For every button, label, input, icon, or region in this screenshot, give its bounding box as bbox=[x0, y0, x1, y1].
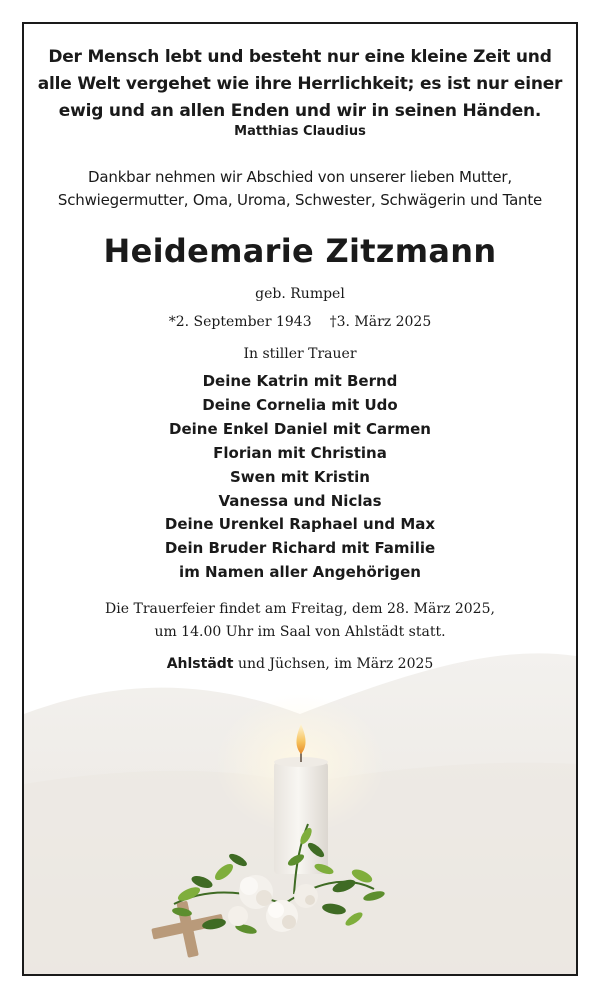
mourner-line: Deine Enkel Daniel mit Carmen bbox=[169, 419, 431, 438]
quote-text bbox=[34, 44, 566, 125]
intro-line: Dankbar nehmen wir Abschied von unserer lieben Mutter, bbox=[88, 168, 512, 186]
place-rest: und Jüchsen, im März 2025 bbox=[237, 656, 434, 672]
life-dates bbox=[24, 314, 576, 330]
quote-author: Matthias Claudius bbox=[234, 124, 366, 139]
obituary-frame bbox=[22, 22, 578, 976]
intro-text bbox=[34, 166, 566, 212]
quote-line: ewig und an allen Enden und wir in seinen Händen. bbox=[58, 101, 542, 121]
mourner-line: Florian mit Christina bbox=[213, 443, 387, 462]
mourner-line: Vanessa und Niclas bbox=[218, 491, 382, 510]
ceremony-info bbox=[24, 598, 576, 644]
mourning-heading: In stiller Trauer bbox=[243, 346, 357, 362]
ceremony-line: um 14.00 Uhr im Saal von Ahlstädt statt. bbox=[154, 624, 446, 640]
born-symbol: * bbox=[168, 314, 176, 330]
quote-line: alle Welt vergehet wie ihre Herrlichkeit; es ist nur einer bbox=[37, 74, 563, 94]
died-date: 3. März 2025 bbox=[336, 314, 432, 330]
place-primary: Ahlstädt bbox=[166, 656, 234, 672]
mourner-line: im Namen aller Angehörigen bbox=[179, 563, 421, 582]
born-date: 2. September 1943 bbox=[175, 314, 312, 330]
mourner-line: Dein Bruder Richard mit Familie bbox=[164, 539, 436, 558]
mourner-line: Deine Katrin mit Bernd bbox=[202, 372, 398, 390]
deceased-name: Heidemarie Zitzmann bbox=[103, 232, 497, 270]
mourner-line: Deine Cornelia mit Udo bbox=[202, 395, 398, 414]
ceremony-line: Die Trauerfeier findet am Freitag, dem 28. März 2025, bbox=[105, 601, 495, 617]
intro-line: Schwiegermutter, Oma, Uroma, Schwester, Schwägerin und Tante bbox=[57, 191, 543, 209]
quote-line: Der Mensch lebt und besteht nur eine kleine Zeit und bbox=[48, 47, 552, 67]
died-symbol-icon: † bbox=[329, 314, 337, 330]
place-and-date bbox=[24, 656, 576, 672]
mourner-line: Deine Urenkel Raphael und Max bbox=[164, 515, 436, 534]
mourner-line: Swen mit Kristin bbox=[230, 467, 370, 486]
birth-name: geb. Rumpel bbox=[255, 286, 345, 302]
mourners-list bbox=[24, 370, 576, 585]
